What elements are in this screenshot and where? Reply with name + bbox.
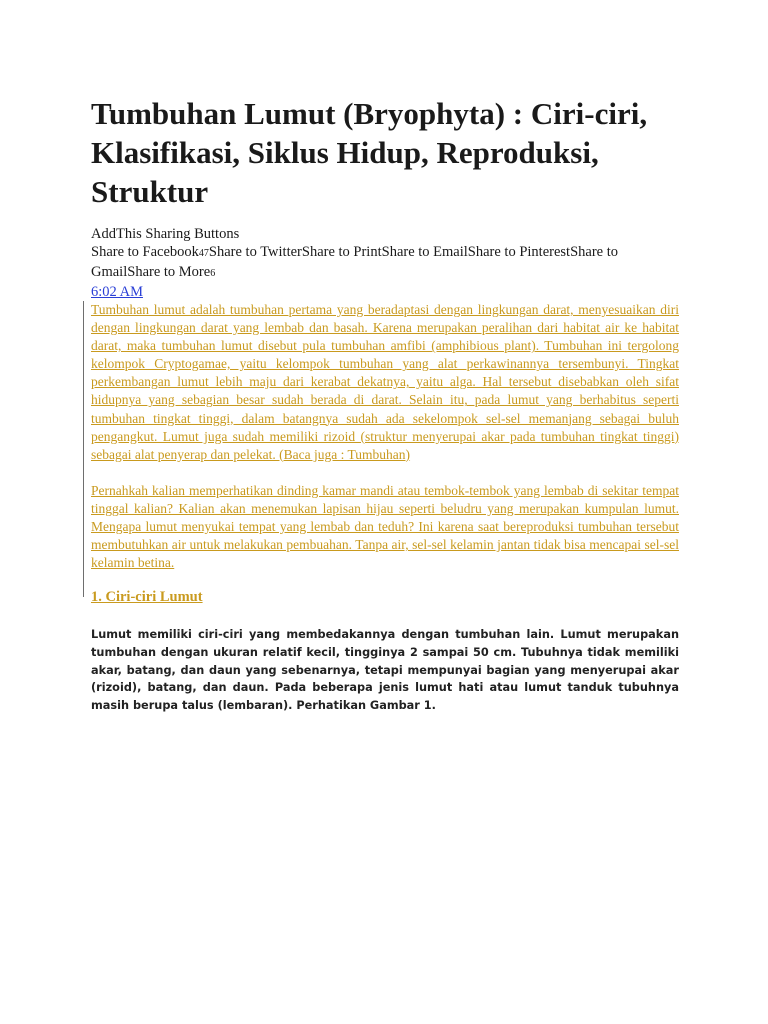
share-links xyxy=(91,243,679,283)
intro-block xyxy=(91,301,679,572)
post-time-link[interactable]: 6:02 AM xyxy=(91,284,143,300)
share-gmail-link[interactable]: Share to Gmail xyxy=(91,244,619,280)
more-share-count: 6 xyxy=(210,268,216,279)
share-twitter-link[interactable]: Share to Twitter xyxy=(208,244,302,260)
share-facebook-link[interactable]: Share to Facebook xyxy=(91,244,199,260)
share-heading: AddThis Sharing Buttons xyxy=(91,226,240,242)
article-title: Tumbuhan Lumut (Bryophyta) : Ciri-ciri, Klasifikasi, Siklus Hidup, Reproduksi, Struktur xyxy=(91,96,648,209)
share-print-link[interactable]: Share to Print xyxy=(301,244,382,260)
left-border-rule xyxy=(83,301,84,597)
share-email-link[interactable]: Share to Email xyxy=(381,244,468,260)
intro-paragraph-1[interactable]: Tumbuhan lumut adalah tumbuhan pertama yang beradaptasi dengan lingkungan darat, menyesuaikan diri dengan lingkungan darat yang lembab dan basah. Karena merupakan peralihan dari habitat air ke habitat darat, maka tumbuhan lumut disebut pula tumbuhan amfibi (amphibious plant). Tumbuhan ini tergolong kelompok Cryptogamae, yaitu kelompok tumbuhan yang alat perkawinannya tersembunyi. Tingkat perkembangan lumut lebih maju dari kerabat dekatnya, yaitu alga. Hal tersebut disebabkan oleh sifat hidupnya yang sebagian besar sudah berada di darat. Selain itu, pada lumut yang berhabitus seperti tumbuhan tingkat tinggi, dalam batangnya sudah ada sekelompok sel-sel memanjang sebagai buluh pengangkut. Lumut juga sudah memiliki rizoid (struktur menyerupai akar pada tumbuhan tingkat tinggi) sebagai alat penyerap dan pelekat. (Baca juga : Tumbuhan) xyxy=(91,302,679,462)
section-heading-ciri-ciri[interactable]: 1. Ciri-ciri Lumut xyxy=(91,589,203,606)
article xyxy=(91,94,679,714)
intro-paragraph-2[interactable]: Pernahkah kalian memperhatikan dinding kamar mandi atau tembok-tembok yang lembab di sekitar tempat tinggal kalian? Kalian akan menemukan lapisan hijau seperti beludru yang merupakan kumpulan lumut. Mengapa lumut menyukai tempat yang lembab dan teduh? Ini karena saat bereproduksi tumbuhan tersebut membutuhkan air untuk melakukan pembuahan. Tanpa air, sel-sel kelamin jantan tidak bisa mencapai sel-sel kelamin betina. xyxy=(91,482,679,571)
facebook-share-count: 47 xyxy=(198,248,209,259)
share-more-link[interactable]: Share to More xyxy=(127,264,211,280)
ciri-ciri-paragraph: Lumut memiliki ciri-ciri yang membedakannya dengan tumbuhan lain. Lumut merupakan tumbuhan dengan ukuran relatif kecil, tingginya 2 sampai 50 cm. Tubuhnya tidak memiliki akar, batang, dan daun yang sebenarnya, tetapi mempunyai bagian yang menyerupai akar (rizoid), batang, dan daun. Pada beberapa jenis lumut hati atau lumut tanduk tubuhnya masih berupa talus (lembaran). Perhatikan Gambar 1. xyxy=(91,628,679,712)
share-pinterest-link[interactable]: Share to Pinterest xyxy=(467,244,571,260)
